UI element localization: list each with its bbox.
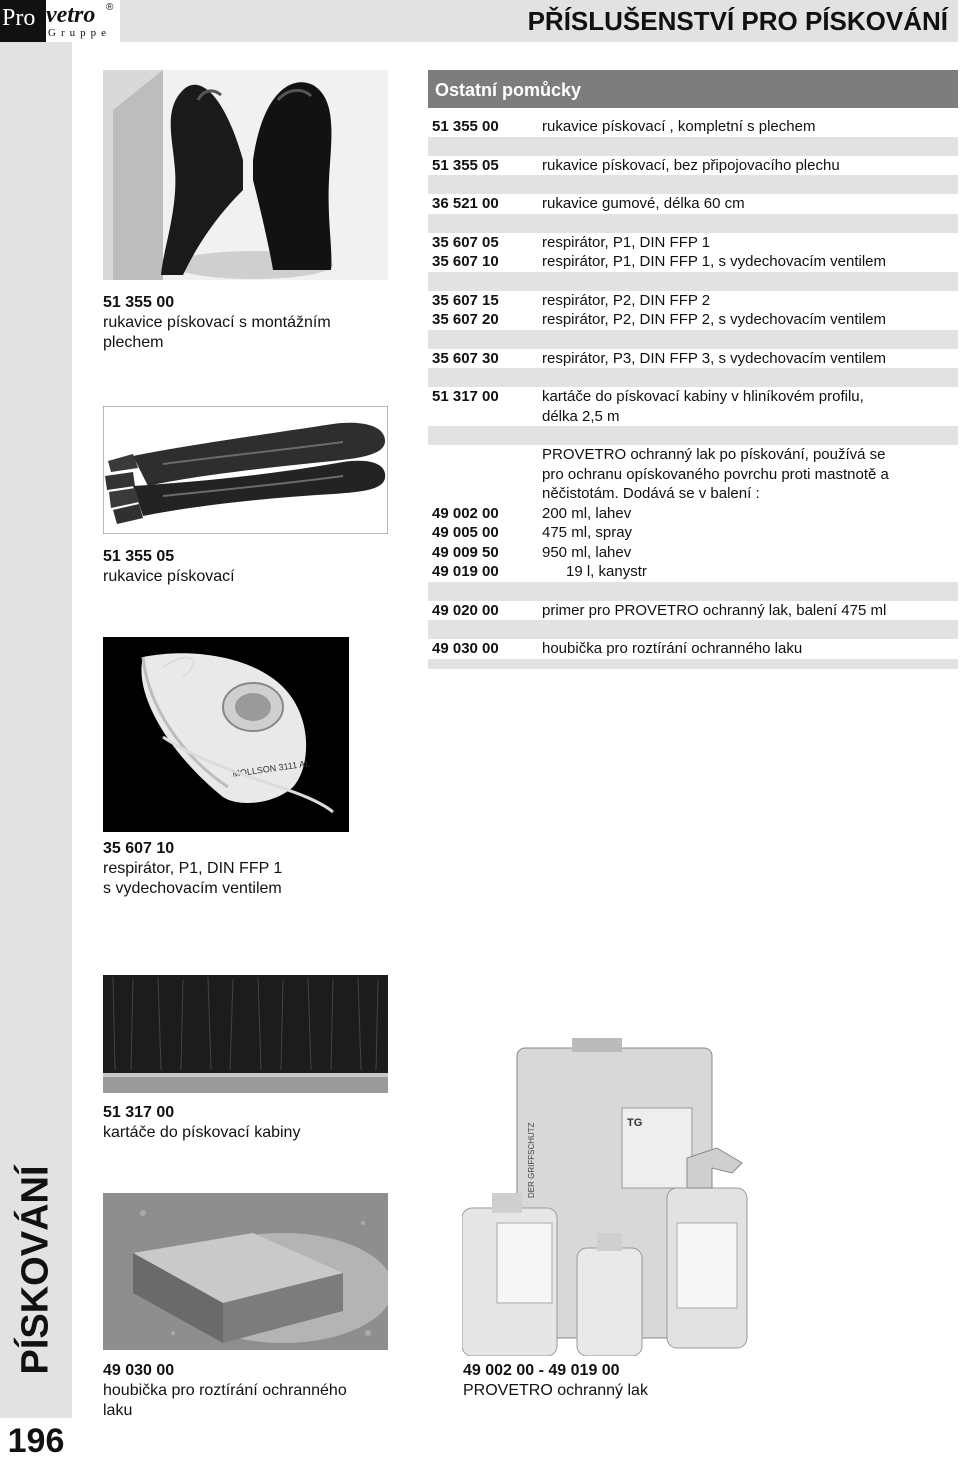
list-item: 49 020 00 primer pro PROVETRO ochranný lak, balení 475 ml: [432, 601, 887, 619]
gloves-photo: [103, 406, 388, 534]
list-item: 51 317 00 kartáče do pískovací kabiny v hliníkovém profilu,: [432, 388, 864, 405]
list-item: 36 521 00 rukavice gumové, délka 60 cm: [432, 195, 745, 212]
page-title: PŘÍSLUŠENSTVÍ PRO PÍSKOVÁNÍ: [527, 6, 948, 36]
caption-gloves: 51 355 05 rukavice pískovací: [103, 548, 235, 585]
list-item: 35 607 05 respirátor, P1, DIN FFP 1: [432, 233, 711, 251]
svg-text:MOLLSON 3111 AL: MOLLSON 3111 AL: [231, 758, 311, 779]
sidebar: [0, 0, 72, 1464]
page-number: 196: [0, 1418, 72, 1464]
list-item: 49 009 50 950 ml, lahev: [432, 543, 632, 561]
list-item: 35 607 30 respirátor, P3, DIN FFP 3, s vydechovacím ventilem: [432, 349, 887, 367]
sidebar-title: PÍSKOVÁNÍ: [14, 1165, 57, 1375]
provetro-logo: Pro vetro ® Gruppe: [0, 0, 118, 42]
brush-photo: [103, 965, 388, 1093]
caption-sponge: 49 030 00 houbička pro roztírání ochranného laku: [103, 1362, 347, 1419]
lacquer-description: PROVETRO ochranný lak po pískování, používá se pro ochranu opískovaného povrchu proti mastnotě a něčistotám. Dodává se v balení :: [542, 446, 889, 502]
svg-text:DER GRIFFSCHUTZ: DER GRIFFSCHUTZ: [527, 1122, 536, 1198]
gloves-plate-photo: [103, 70, 388, 280]
caption-brush: 51 317 00 kartáče do pískovací kabiny: [103, 1104, 301, 1141]
list-item: 35 607 20 respirátor, P2, DIN FFP 2, s vydechovacím ventilem: [432, 311, 887, 328]
header-bar: [120, 0, 958, 42]
respirator-photo: [103, 637, 349, 832]
list-item: délka 2,5 m: [542, 407, 620, 425]
caption-lacquer: 49 002 00 - 49 019 00 PROVETRO ochranný lak: [463, 1362, 648, 1399]
caption-gloves-plate: 51 355 00 rukavice pískovací s montážním plechem: [103, 294, 331, 351]
section-title: Ostatní pomůcky: [428, 70, 958, 108]
sponge-photo: [103, 1193, 388, 1350]
list-item: 49 005 00 475 ml, spray: [432, 524, 633, 541]
caption-respirator: 35 607 10 respirátor, P1, DIN FFP 1 s vydechovacím ventilem: [103, 840, 283, 897]
list-item: 51 355 00 rukavice pískovací , kompletní s plechem: [432, 118, 816, 135]
svg-text:TG: TG: [627, 1117, 643, 1129]
list-item: 51 355 05 rukavice pískovací, bez připojovacího plechu: [432, 156, 840, 174]
list-item: 35 607 10 respirátor, P1, DIN FFP 1, s vydechovacím ventilem: [432, 253, 887, 270]
list-item: 49 030 00 houbička pro roztírání ochranného laku: [432, 640, 803, 657]
list-item: 49 019 00 19 l, kanystr: [432, 563, 647, 580]
list-item: 49 002 00 200 ml, lahev: [432, 504, 632, 522]
lacquer-photo: [462, 1038, 762, 1356]
product-list: [428, 108, 958, 669]
list-item: 35 607 15 respirátor, P2, DIN FFP 2: [432, 291, 711, 309]
